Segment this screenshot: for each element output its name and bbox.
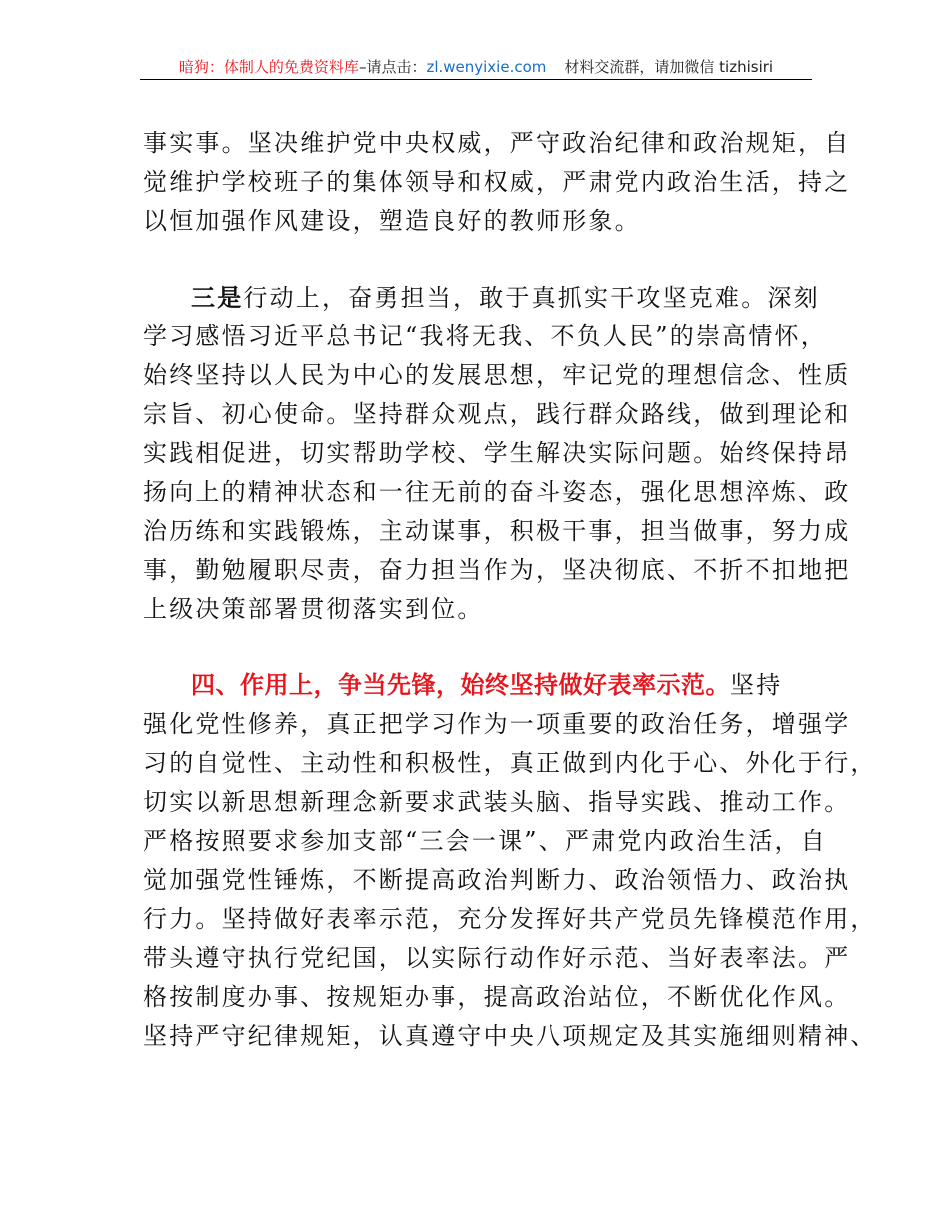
text-line: 带头遵守执行党纪国，以实际行动作好示范、当好表率法。严 [143,944,851,972]
text-line: 坚持严守纪律规矩，认真遵守中央八项规定及其实施细则精神、 [143,1022,877,1050]
text-line: 扬向上的精神状态和一往无前的奋斗姿态，强化思想淬炼、政 [143,478,851,506]
text-line: 觉维护学校班子的集体领导和权威，严肃党内政治生活，持之 [143,168,851,196]
paragraph-spacer [143,629,818,666]
paragraph-spacer [143,241,818,278]
text-line: 上级决策部署贯彻落实到位。 [143,595,484,623]
header-website-link[interactable]: zl.wenyixie.com [426,58,547,76]
text-line: 格按制度办事、按规矩办事，提高政治站位，不断优化作风。 [143,983,851,1011]
text-line: 行力。坚持做好表率示范，充分发挥好共产党员先锋模范作用， [143,905,877,933]
text-line-first [143,278,818,317]
text-line-rest: 行动上，奋勇担当，敢于真抓实干攻坚克难。深刻 [243,284,820,312]
text-line: 觉加强党性锤炼，不断提高政治判断力、政治领悟力、政治执 [143,866,851,894]
text-line-first [143,666,818,705]
header-brand-text: 暗狗：体制人的免费资料库 [178,58,359,76]
text-line: 始终坚持以人民为中心的发展思想，牢记党的理想信念、性质 [143,361,851,389]
paragraph-lead-bold: 三是 [191,283,244,312]
header-divider [140,79,812,80]
page-header-banner [140,56,812,78]
text-line: 习的自觉性、主动性和积极性，真正做到内化于心、外化于行， [143,749,877,777]
text-line: 严格按照要求参加支部“三会一课”、严肃党内政治生活，自 [143,827,827,855]
text-line: 实践相促进，切实帮助学校、学生解决实际问题。始终保持昂 [143,439,851,467]
paragraph-continuation [143,124,851,241]
text-line: 治历练和实践锻炼，主动谋事，积极干事，担当做事，努力成 [143,517,851,545]
text-line: 事，勤勉履职尽责，奋力担当作为，坚决彻底、不折不扣地把 [143,556,851,584]
text-line: 以恒加强作风建设，塑造良好的教师形象。 [143,207,641,235]
paragraph-fourth-point [143,666,877,1056]
header-group-text: 材料交流群，请加微信 tizhisiri [564,58,774,76]
text-line-rest: 坚持 [730,671,783,699]
section-heading-red: 四、作用上，争当先锋，始终坚持做好表率示范。 [191,671,730,699]
text-line: 宗旨、初心使命。坚持群众观点，践行群众路线，做到理论和 [143,400,851,428]
text-line: 事实事。坚决维护党中央权威，严守政治纪律和政治规矩，自 [143,129,851,157]
text-line: 学习感悟习近平总书记“我将无我、不负人民”的崇高情怀， [143,322,827,350]
document-body [143,124,877,1056]
text-line: 强化党性修养，真正把学习作为一项重要的政治任务，增强学 [143,710,851,738]
header-prompt-text: –请点击： [358,58,427,76]
paragraph-third-point [143,278,851,629]
text-line: 切实以新思想新理念新要求武装头脑、指导实践、推动工作。 [143,788,851,816]
